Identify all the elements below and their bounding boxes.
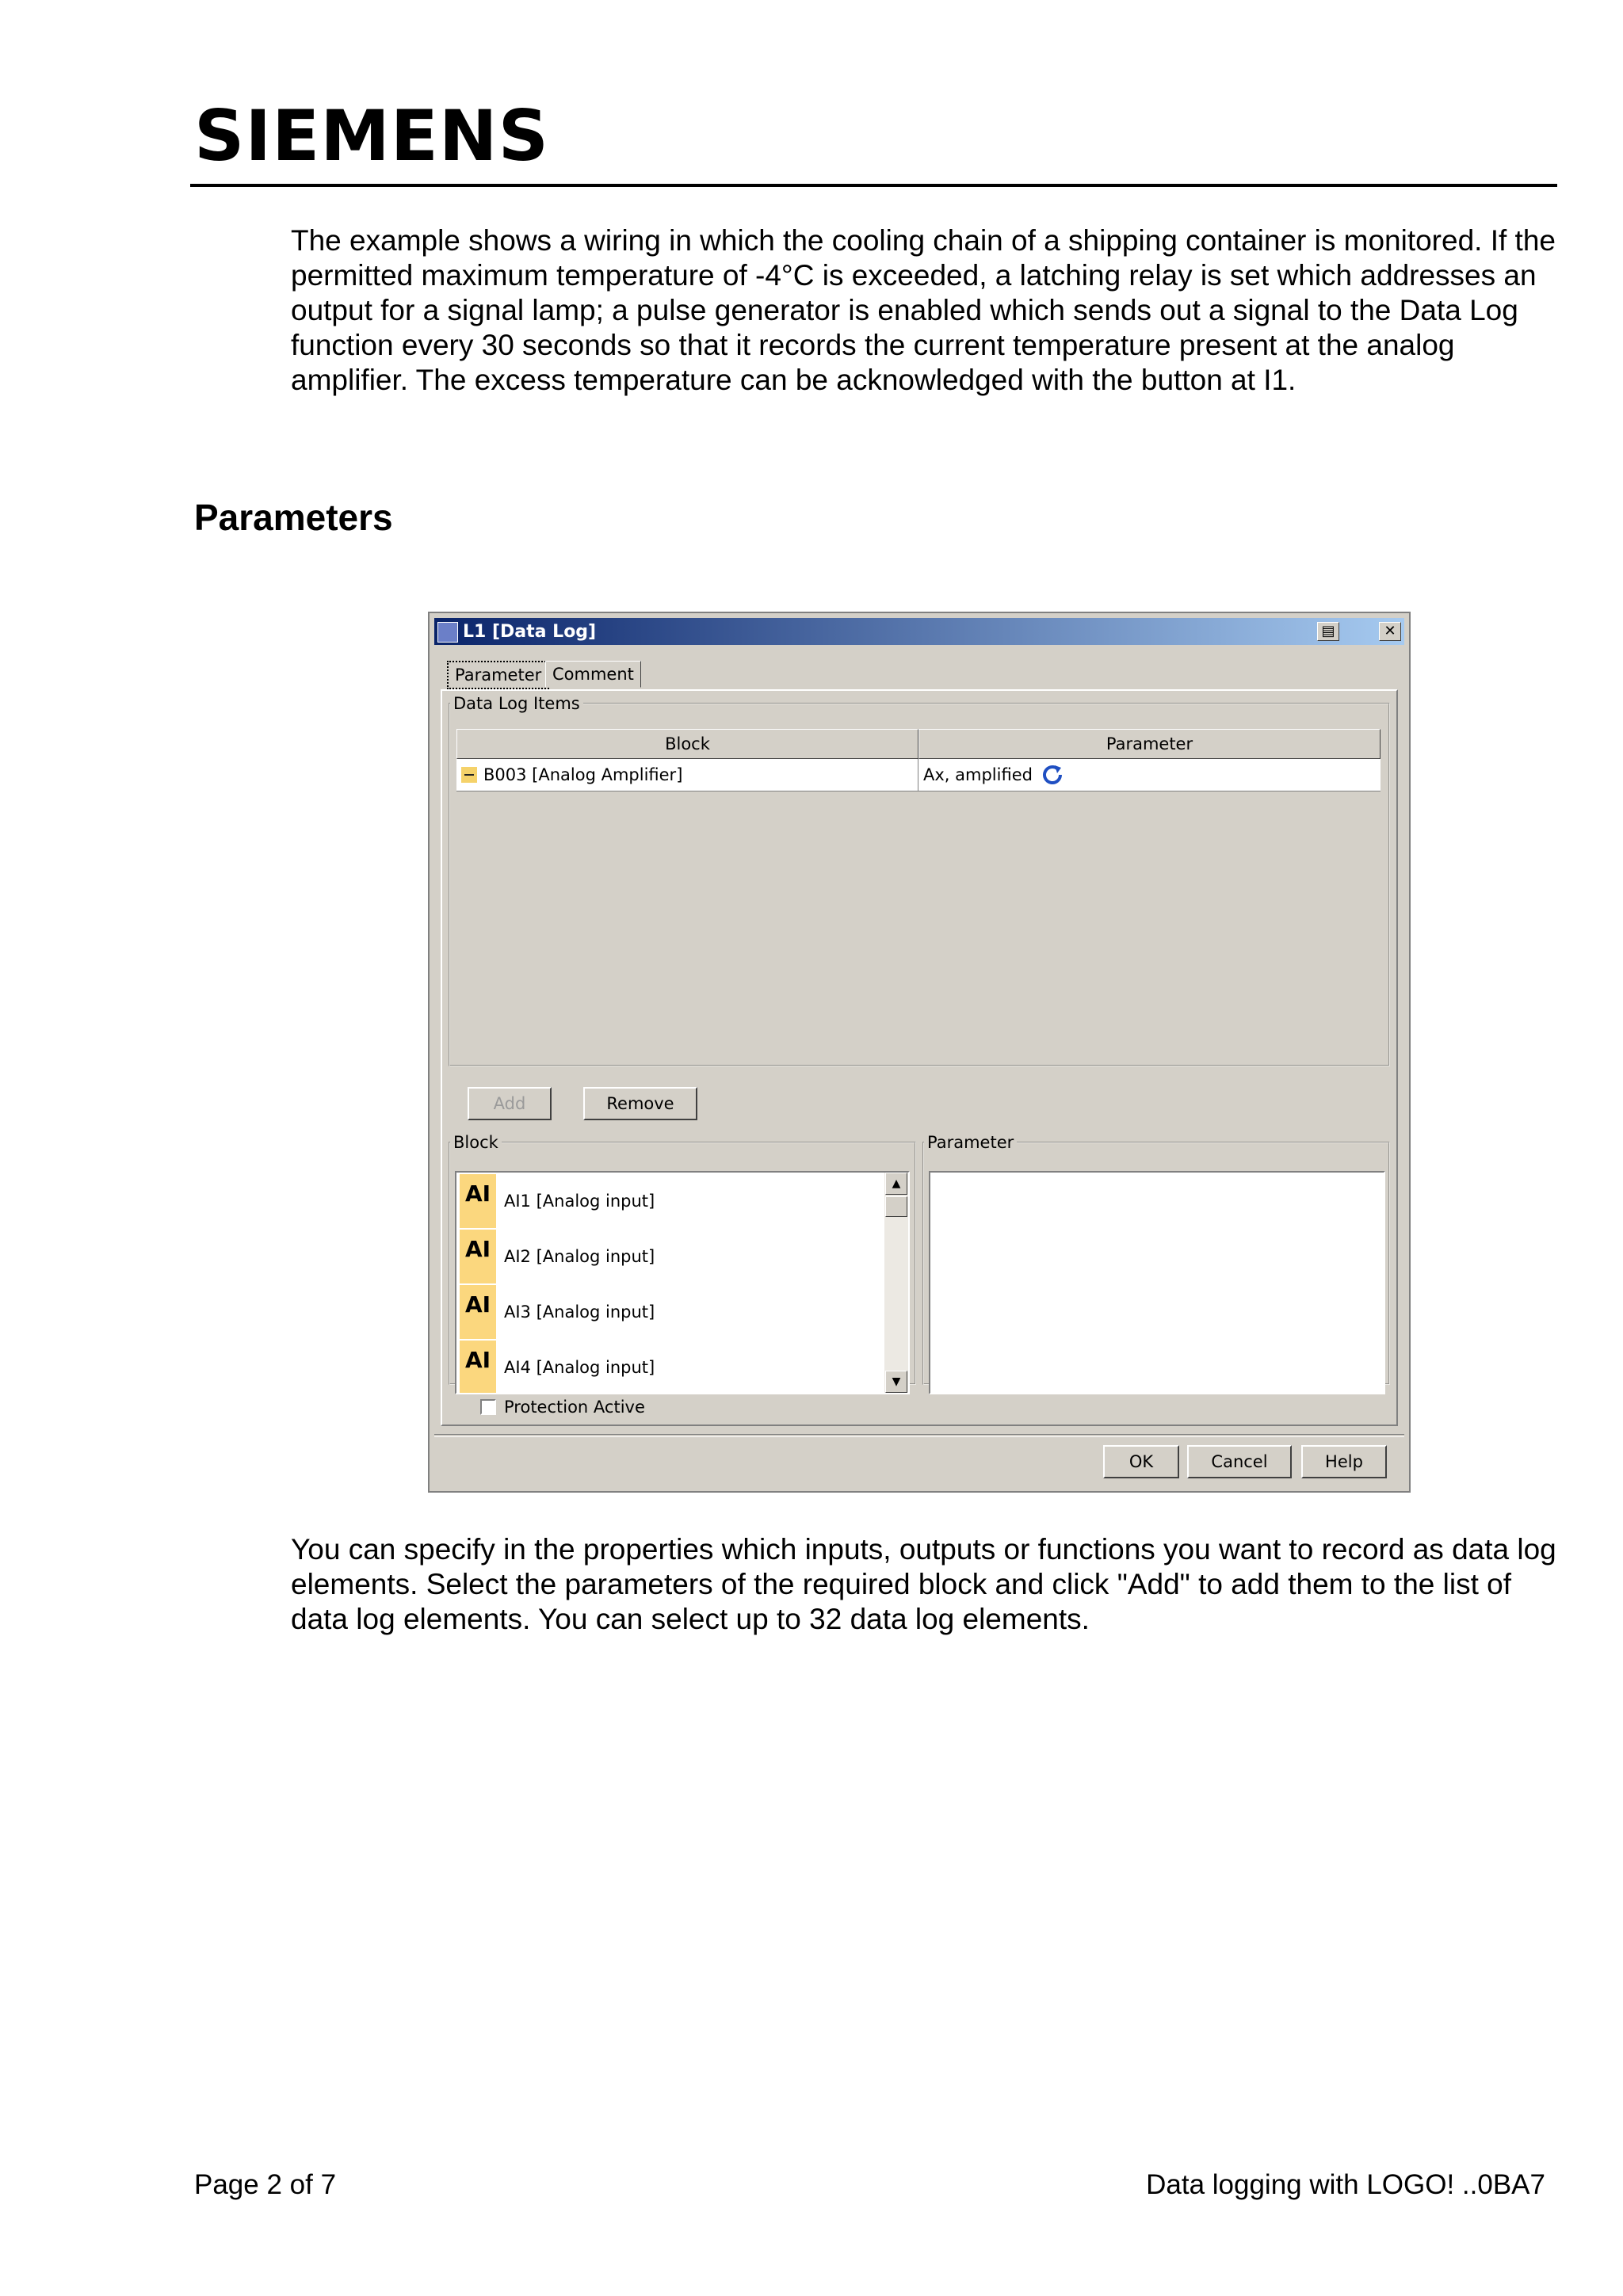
section-heading: Parameters xyxy=(194,497,393,538)
ok-button[interactable]: OK xyxy=(1103,1445,1179,1478)
parameter-legend: Parameter xyxy=(927,1133,1014,1152)
list-item-label: AI2 [Analog input] xyxy=(504,1247,655,1266)
data-log-items-legend: Data Log Items xyxy=(453,694,580,713)
page-number: Page 2 of 7 xyxy=(194,2169,337,2200)
close-icon[interactable]: ✕ xyxy=(1379,622,1401,641)
protection-checkbox[interactable] xyxy=(480,1399,496,1415)
dialog-footer-separator xyxy=(434,1434,1404,1437)
column-header-block[interactable]: Block xyxy=(456,729,918,759)
list-item[interactable] xyxy=(460,1174,888,1228)
protection-label: Protection Active xyxy=(504,1398,645,1417)
analog-input-icon: AI xyxy=(460,1174,496,1228)
data-log-dialog xyxy=(428,612,1411,1493)
outro-paragraph: You can specify in the properties which inputs, outputs or functions you want to record as data log elements. Select the parameters of the required block and click "Add" to add them to the list of data log elements. You can select up to 32 data log elements. xyxy=(291,1533,1556,1635)
block-group xyxy=(449,1133,916,1388)
block-list-scrollbar[interactable] xyxy=(884,1173,908,1393)
print-icon[interactable]: ▤ xyxy=(1317,622,1339,641)
block-legend: Block xyxy=(453,1133,498,1152)
table-row[interactable] xyxy=(456,759,1381,791)
dialog-titlebar[interactable] xyxy=(434,618,1404,645)
add-button[interactable]: Add xyxy=(468,1087,552,1120)
dialog-title: L1 [Data Log] xyxy=(463,622,597,642)
parameter-group xyxy=(922,1133,1390,1385)
row-parameter-cell: Ax, amplified xyxy=(923,765,1033,784)
document-title: Data logging with LOGO! ..0BA7 xyxy=(1146,2169,1545,2200)
parameter-list[interactable] xyxy=(929,1171,1385,1394)
scroll-down-icon[interactable]: ▼ xyxy=(885,1371,907,1393)
block-list[interactable] xyxy=(455,1171,910,1394)
analog-input-icon: AI xyxy=(460,1341,496,1394)
parameter-tab-panel xyxy=(441,689,1398,1426)
column-header-parameter[interactable]: Parameter xyxy=(918,729,1381,759)
list-item-label: AI4 [Analog input] xyxy=(504,1358,655,1377)
tab-comment[interactable]: Comment xyxy=(545,661,641,688)
help-button[interactable]: Help xyxy=(1301,1445,1387,1478)
cancel-button[interactable]: Cancel xyxy=(1187,1445,1292,1478)
intro-paragraph: The example shows a wiring in which the cooling chain of a shipping container is monitored. If the permitted maximum temperature of -4°C is exceeded, a latching relay is set which addresses an output for a signal lamp; a pulse generator is enabled which sends out a signal to the Data Log function every 30 seconds so that it records the current temperature present at the analog amplifier. The excess temperature can be acknowledged with the button at I1. xyxy=(291,224,1556,396)
scroll-thumb[interactable] xyxy=(885,1196,907,1217)
row-block-cell: B003 [Analog Amplifier] xyxy=(483,765,683,784)
list-item-label: AI1 [Analog input] xyxy=(504,1192,655,1211)
siemens-logo: SIEMENS xyxy=(194,95,549,177)
data-log-items-table xyxy=(456,729,1381,792)
analog-input-icon: AI xyxy=(460,1285,496,1339)
remove-button[interactable]: Remove xyxy=(583,1087,697,1120)
refresh-icon[interactable] xyxy=(1041,763,1064,787)
tab-parameter[interactable]: Parameter xyxy=(447,661,549,689)
list-item[interactable] xyxy=(460,1341,888,1394)
analog-input-icon: AI xyxy=(460,1230,496,1283)
app-icon xyxy=(437,622,458,643)
list-item[interactable] xyxy=(460,1285,888,1339)
header-rule xyxy=(190,184,1557,187)
amplifier-icon xyxy=(461,767,477,783)
data-log-items-group xyxy=(449,694,1390,1066)
scroll-up-icon[interactable]: ▲ xyxy=(885,1173,907,1195)
protection-checkbox-row[interactable] xyxy=(480,1398,645,1417)
list-item-label: AI3 [Analog input] xyxy=(504,1302,655,1322)
list-item[interactable] xyxy=(460,1230,888,1283)
